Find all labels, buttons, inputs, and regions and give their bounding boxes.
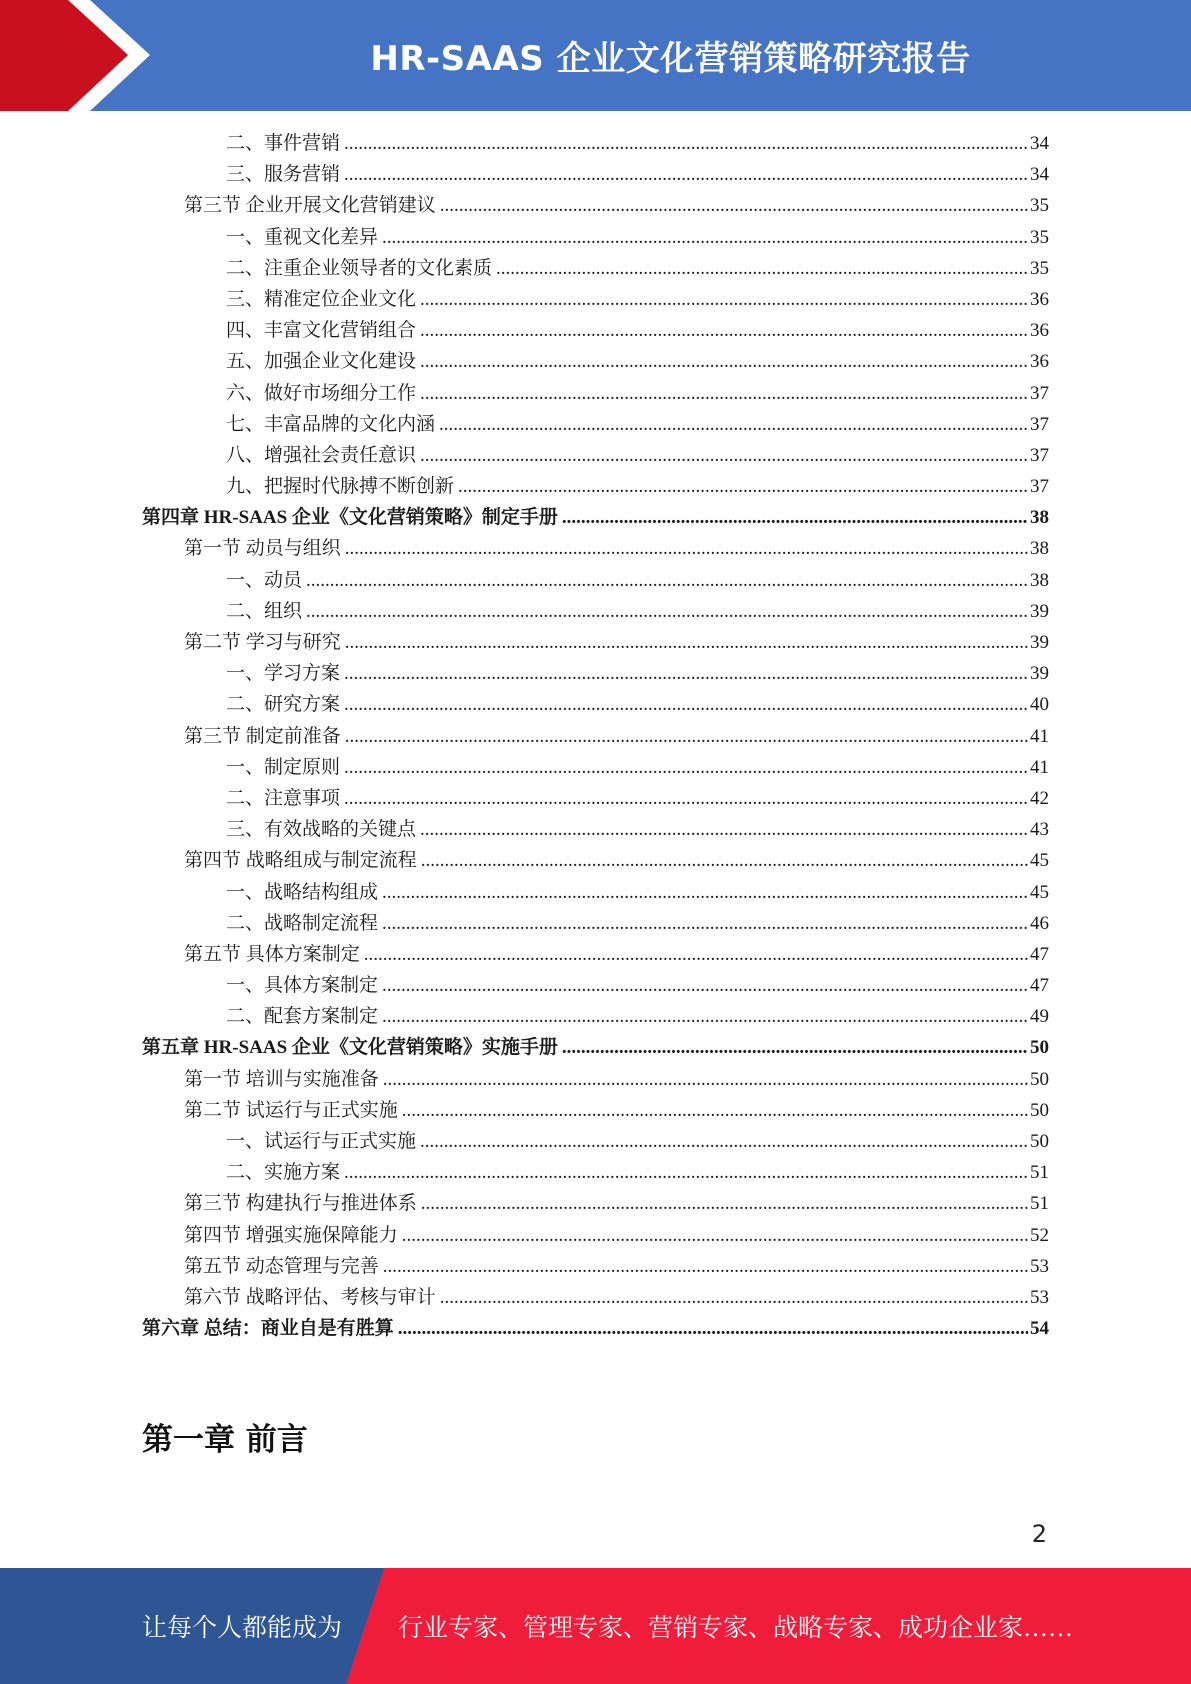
toc-entry-title: 三、精准定位企业文化 bbox=[226, 288, 417, 310]
toc-leader-dots bbox=[345, 533, 1028, 564]
toc-leader-dots bbox=[420, 1126, 1028, 1157]
toc-leader-dots bbox=[420, 315, 1028, 346]
toc-entry-title: 一、战略结构组成 bbox=[226, 881, 379, 903]
toc-entry[interactable] bbox=[142, 1064, 1049, 1095]
toc-entry-title: 一、具体方案制定 bbox=[226, 975, 379, 997]
toc-entry[interactable] bbox=[142, 409, 1049, 440]
toc-entry-title: 第四节 增强实施保障能力 bbox=[184, 1224, 398, 1246]
toc-entry-title: 第二节 试运行与正式实施 bbox=[184, 1099, 398, 1121]
toc-entry-title: 第四节 战略组成与制定流程 bbox=[184, 850, 417, 872]
toc-entry-page: 35 bbox=[1030, 195, 1049, 217]
chapter-heading: 第一章 前言 bbox=[142, 1422, 308, 1458]
page-number: 2 bbox=[1031, 1520, 1047, 1548]
toc-entry[interactable] bbox=[142, 1282, 1049, 1313]
toc-leader-dots bbox=[382, 1001, 1028, 1032]
toc-entry[interactable] bbox=[142, 1001, 1049, 1032]
toc-entry[interactable] bbox=[142, 253, 1049, 284]
toc-leader-dots bbox=[382, 970, 1028, 1001]
toc-entry-page: 52 bbox=[1030, 1224, 1049, 1246]
toc-entry[interactable] bbox=[142, 783, 1049, 814]
toc-entry-title: 一、制定原则 bbox=[226, 756, 341, 778]
toc-leader-dots bbox=[440, 1282, 1028, 1313]
toc-entry-title: 七、丰富品牌的文化内涵 bbox=[226, 413, 436, 435]
toc-entry-page: 45 bbox=[1030, 850, 1049, 872]
toc-leader-dots bbox=[344, 752, 1028, 783]
toc-entry-page: 53 bbox=[1030, 1255, 1049, 1277]
toc-leader-dots bbox=[420, 284, 1028, 315]
toc-entry-title: 二、配套方案制定 bbox=[226, 1006, 379, 1028]
toc-entry-page: 36 bbox=[1030, 288, 1049, 310]
toc-entry[interactable] bbox=[142, 1251, 1049, 1282]
toc-entry[interactable] bbox=[142, 939, 1049, 970]
toc-entry-title: 四、丰富文化营销组合 bbox=[226, 320, 417, 342]
toc-leader-dots bbox=[345, 721, 1028, 752]
toc-entry[interactable] bbox=[142, 346, 1049, 377]
toc-leader-dots bbox=[420, 346, 1028, 377]
toc-entry[interactable] bbox=[142, 596, 1049, 627]
toc-leader-dots bbox=[344, 159, 1028, 190]
toc-entry-page: 50 bbox=[1030, 1037, 1049, 1059]
toc-entry-page: 46 bbox=[1030, 912, 1049, 934]
toc-leader-dots bbox=[562, 502, 1028, 533]
toc-leader-dots bbox=[382, 222, 1028, 253]
page-header bbox=[0, 0, 1191, 111]
toc-entry-page: 47 bbox=[1030, 943, 1049, 965]
toc-leader-dots bbox=[364, 939, 1028, 970]
toc-entry-title: 第五节 动态管理与完善 bbox=[184, 1255, 379, 1277]
toc-entry-page: 35 bbox=[1030, 257, 1049, 279]
toc-entry[interactable] bbox=[142, 284, 1049, 315]
toc-entry[interactable] bbox=[142, 565, 1049, 596]
toc-leader-dots bbox=[402, 1095, 1028, 1126]
toc-entry-title: 一、重视文化差异 bbox=[226, 226, 379, 248]
toc-entry-page: 49 bbox=[1030, 1006, 1049, 1028]
toc-entry-page: 45 bbox=[1030, 881, 1049, 903]
toc-entry-title: 第二节 学习与研究 bbox=[184, 632, 341, 653]
toc-leader-dots bbox=[306, 596, 1028, 627]
toc-leader-dots bbox=[402, 1220, 1028, 1251]
toc-entry-page: 50 bbox=[1030, 1068, 1049, 1090]
toc-entry[interactable] bbox=[142, 1313, 1049, 1344]
toc-entry-title: 第三节 制定前准备 bbox=[184, 725, 341, 747]
toc-entry[interactable] bbox=[142, 1095, 1049, 1126]
toc-entry-page: 39 bbox=[1030, 632, 1049, 653]
arrow-chevron-icon bbox=[0, 0, 160, 111]
toc-leader-dots bbox=[344, 128, 1028, 159]
toc-entry-page: 35 bbox=[1030, 226, 1049, 248]
toc-entry-title: 五、加强企业文化建设 bbox=[226, 351, 417, 373]
toc-entry-title: 三、有效战略的关键点 bbox=[226, 819, 417, 841]
footer-slogan-left: 让每个人都能成为 bbox=[142, 1615, 343, 1642]
toc-entry[interactable] bbox=[142, 378, 1049, 409]
toc-entry-title: 一、试运行与正式实施 bbox=[226, 1131, 417, 1152]
toc-leader-dots bbox=[440, 190, 1028, 221]
toc-entry-title: 第四章 HR-SAAS 企业《文化营销策略》制定手册 bbox=[142, 507, 558, 529]
toc-entry-title: 六、做好市场细分工作 bbox=[226, 382, 417, 404]
toc-entry-title: 二、战略制定流程 bbox=[226, 912, 379, 934]
toc-leader-dots bbox=[344, 689, 1028, 720]
toc-entry[interactable] bbox=[142, 1188, 1049, 1219]
toc-entry-page: 37 bbox=[1030, 444, 1049, 466]
toc-entry[interactable] bbox=[142, 877, 1049, 908]
toc-leader-dots bbox=[382, 908, 1028, 939]
toc-entry[interactable] bbox=[142, 315, 1049, 346]
document-title: HR-SAAS 企业文化营销策略研究报告 bbox=[370, 39, 971, 79]
toc-entry-page: 51 bbox=[1030, 1193, 1049, 1215]
toc-entry-page: 40 bbox=[1030, 694, 1049, 716]
toc-entry-title: 三、服务营销 bbox=[226, 164, 341, 186]
toc-entry-page: 38 bbox=[1030, 538, 1049, 560]
toc-entry[interactable] bbox=[142, 908, 1049, 939]
toc-entry-page: 38 bbox=[1030, 507, 1049, 529]
toc-entry-title: 二、组织 bbox=[226, 600, 303, 622]
toc-entry-title: 二、研究方案 bbox=[226, 694, 341, 716]
toc-entry-title: 第一节 培训与实施准备 bbox=[184, 1068, 379, 1090]
toc-entry-page: 34 bbox=[1030, 164, 1049, 186]
toc-entry-page: 53 bbox=[1030, 1286, 1049, 1308]
toc-leader-dots bbox=[458, 471, 1028, 502]
toc-entry[interactable] bbox=[142, 627, 1049, 658]
toc-entry[interactable] bbox=[142, 1126, 1049, 1157]
toc-entry[interactable] bbox=[142, 159, 1049, 190]
toc-entry-title: 第三节 构建执行与推进体系 bbox=[184, 1193, 417, 1215]
toc-entry-page: 39 bbox=[1030, 600, 1049, 622]
toc-entry-page: 41 bbox=[1030, 756, 1049, 778]
toc-entry-page: 38 bbox=[1030, 569, 1049, 591]
toc-leader-dots bbox=[562, 1032, 1028, 1063]
toc-entry-page: 37 bbox=[1030, 382, 1049, 404]
toc-entry[interactable] bbox=[142, 222, 1049, 253]
toc-entry-page: 54 bbox=[1030, 1318, 1049, 1340]
toc-entry[interactable] bbox=[142, 1032, 1049, 1063]
toc-leader-dots bbox=[383, 1251, 1028, 1282]
toc-leader-dots bbox=[496, 253, 1028, 284]
toc-leader-dots bbox=[439, 409, 1028, 440]
toc-entry-title: 第五节 具体方案制定 bbox=[184, 943, 360, 965]
toc-entry[interactable] bbox=[142, 845, 1049, 876]
toc-entry-title: 九、把握时代脉搏不断创新 bbox=[226, 476, 455, 498]
toc-entry[interactable] bbox=[142, 970, 1049, 1001]
toc-leader-dots bbox=[344, 1157, 1028, 1188]
toc-entry-title: 一、动员 bbox=[226, 569, 303, 591]
toc-leader-dots bbox=[398, 1313, 1028, 1344]
toc-entry[interactable] bbox=[142, 190, 1049, 221]
toc-entry-page: 37 bbox=[1030, 413, 1049, 435]
toc-entry-title: 二、实施方案 bbox=[226, 1162, 341, 1184]
toc-entry-title: 第三节 企业开展文化营销建议 bbox=[184, 195, 436, 217]
toc-entry[interactable] bbox=[142, 814, 1049, 845]
toc-entry-page: 37 bbox=[1030, 476, 1049, 498]
toc-leader-dots bbox=[382, 877, 1028, 908]
toc-entry-page: 43 bbox=[1030, 819, 1049, 841]
toc-entry[interactable] bbox=[142, 689, 1049, 720]
page-footer bbox=[0, 1568, 1191, 1684]
toc-entry[interactable] bbox=[142, 1220, 1049, 1251]
toc-leader-dots bbox=[420, 814, 1028, 845]
toc-entry[interactable] bbox=[142, 658, 1049, 689]
toc-leader-dots bbox=[306, 565, 1028, 596]
toc-entry-page: 36 bbox=[1030, 351, 1049, 373]
table-of-contents bbox=[142, 128, 1049, 1344]
toc-entry-page: 34 bbox=[1030, 133, 1049, 154]
toc-leader-dots bbox=[421, 845, 1028, 876]
toc-entry[interactable] bbox=[142, 440, 1049, 471]
footer-slogan-right: 行业专家、管理专家、营销专家、战略专家、成功企业家…… bbox=[398, 1615, 1074, 1642]
toc-entry-page: 47 bbox=[1030, 975, 1049, 997]
toc-entry-title: 第一节 动员与组织 bbox=[184, 538, 341, 560]
toc-entry-page: 41 bbox=[1030, 725, 1049, 747]
toc-leader-dots bbox=[420, 378, 1028, 409]
toc-entry-title: 二、注重企业领导者的文化素质 bbox=[226, 257, 493, 279]
toc-entry[interactable] bbox=[142, 533, 1049, 564]
toc-entry-page: 51 bbox=[1030, 1162, 1049, 1184]
toc-entry-page: 50 bbox=[1030, 1131, 1049, 1152]
toc-entry-title: 二、事件营销 bbox=[226, 133, 341, 154]
toc-leader-dots bbox=[421, 1188, 1028, 1219]
toc-entry-page: 39 bbox=[1030, 663, 1049, 685]
toc-entry[interactable] bbox=[142, 752, 1049, 783]
toc-entry-title: 第六节 战略评估、考核与审计 bbox=[184, 1286, 436, 1308]
toc-entry[interactable] bbox=[142, 502, 1049, 533]
toc-leader-dots bbox=[383, 1064, 1028, 1095]
toc-entry-page: 36 bbox=[1030, 320, 1049, 342]
toc-entry[interactable] bbox=[142, 128, 1049, 159]
toc-entry[interactable] bbox=[142, 1157, 1049, 1188]
toc-entry[interactable] bbox=[142, 721, 1049, 752]
toc-leader-dots bbox=[344, 658, 1028, 689]
toc-leader-dots bbox=[345, 627, 1028, 658]
toc-entry-title: 一、学习方案 bbox=[226, 663, 341, 685]
toc-leader-dots bbox=[344, 783, 1028, 814]
toc-entry-title: 二、注意事项 bbox=[226, 787, 341, 809]
toc-entry-page: 42 bbox=[1030, 787, 1049, 809]
toc-entry-page: 50 bbox=[1030, 1099, 1049, 1121]
toc-entry[interactable] bbox=[142, 471, 1049, 502]
toc-entry-title: 第六章 总结：商业自是有胜算 bbox=[142, 1318, 394, 1340]
toc-entry-title: 八、增强社会责任意识 bbox=[226, 444, 417, 466]
toc-entry-title: 第五章 HR-SAAS 企业《文化营销策略》实施手册 bbox=[142, 1037, 558, 1059]
toc-leader-dots bbox=[420, 440, 1028, 471]
